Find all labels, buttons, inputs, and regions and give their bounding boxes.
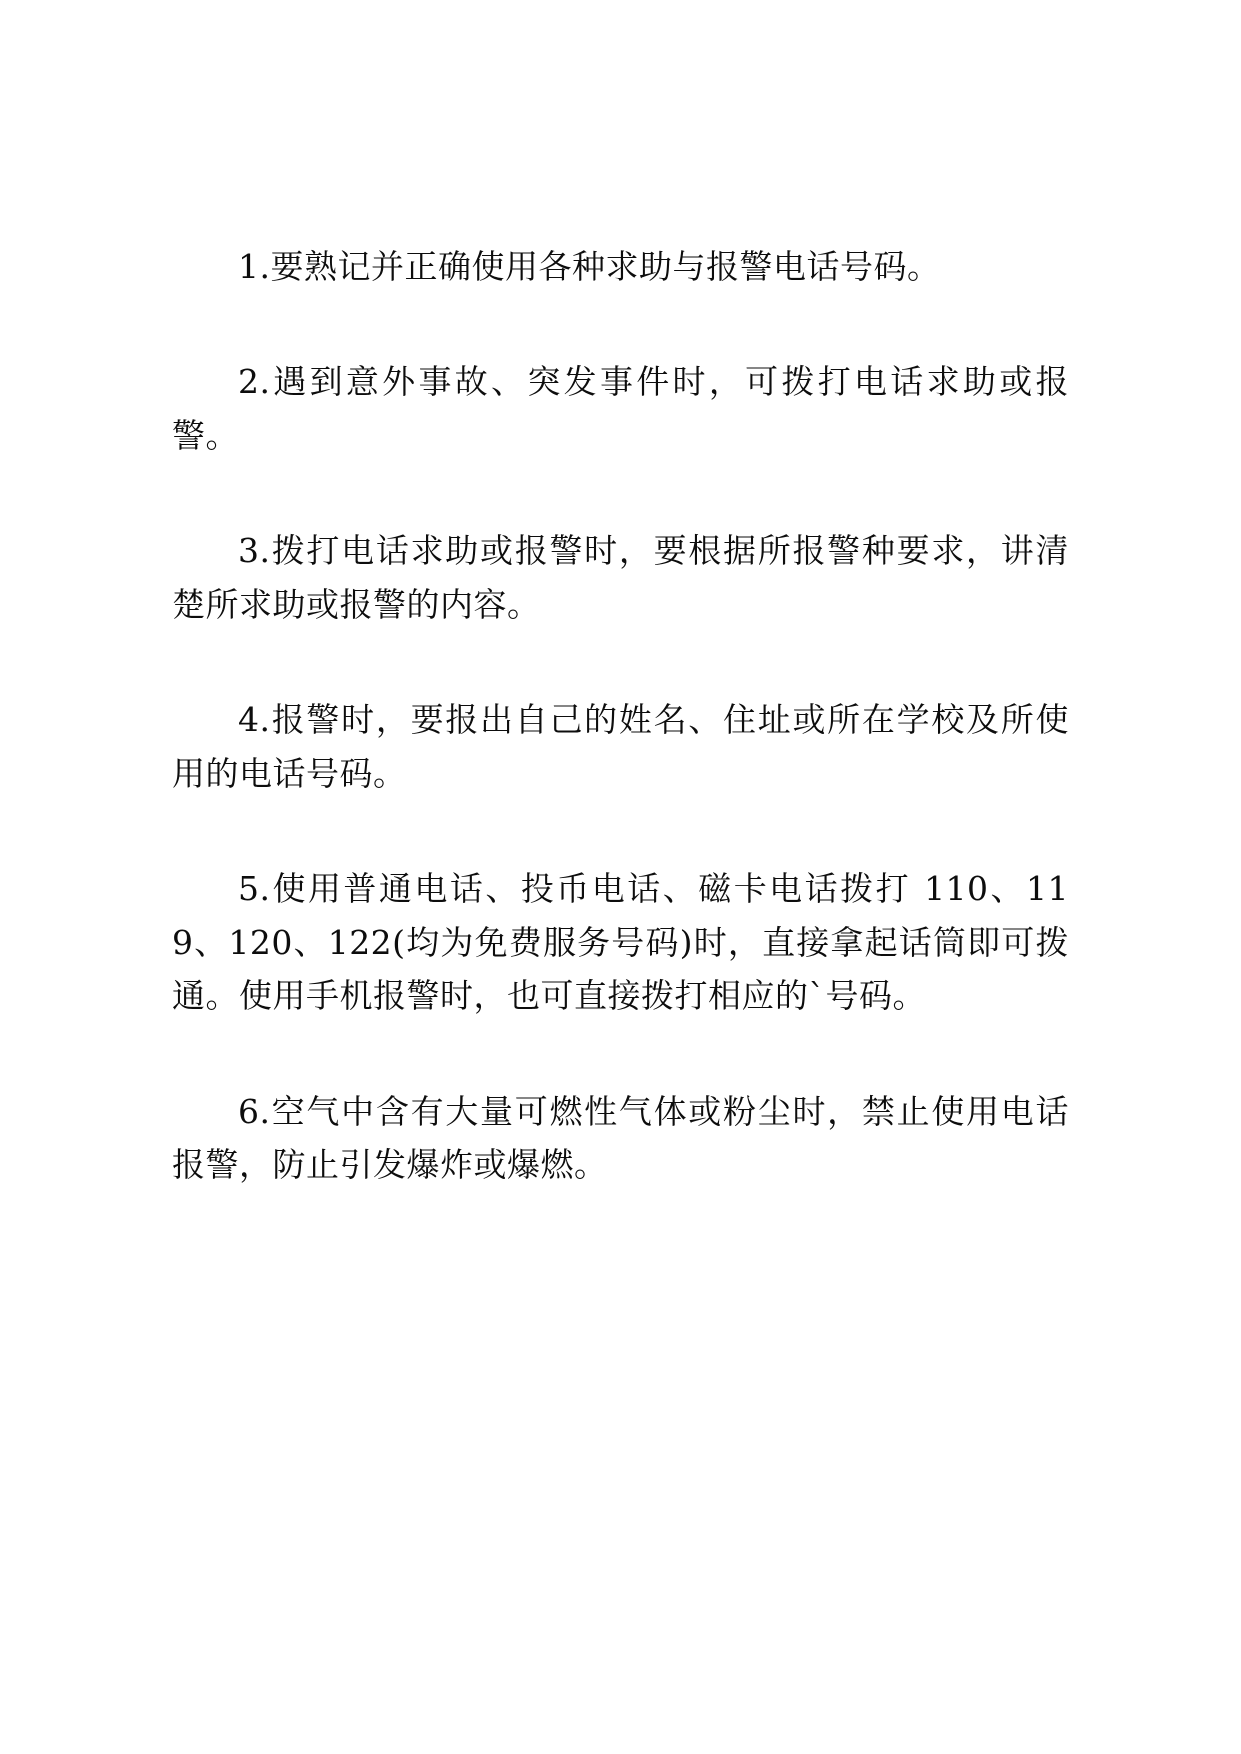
paragraph-3: 3.拨打电话求助或报警时，要根据所报警种要求，讲清楚所求助或报警的内容。 — [172, 531, 1069, 624]
paragraph-4: 4.报警时，要报出自己的姓名、住址或所在学校及所使用的电话号码。 — [172, 700, 1069, 793]
paragraph-1: 1.要熟记并正确使用各种求助与报警电话号码。 — [238, 247, 941, 286]
paragraph-6: 6.空气中含有大量可燃性气体或粉尘时，禁止使用电话报警，防止引发爆炸或爆燃。 — [172, 1091, 1069, 1184]
paragraph-2: 2.遇到意外事故、突发事件时，可拨打电话求助或报警。 — [172, 362, 1069, 455]
paragraph-5: 5.使用普通电话、投币电话、磁卡电话拨打 110、119、120、122(均为免费服务号码)时，直接拿起话筒即可拨通。使用手机报警时，也可直接拨打相应的`号码。 — [172, 869, 1069, 1016]
document-body — [172, 240, 1069, 1191]
